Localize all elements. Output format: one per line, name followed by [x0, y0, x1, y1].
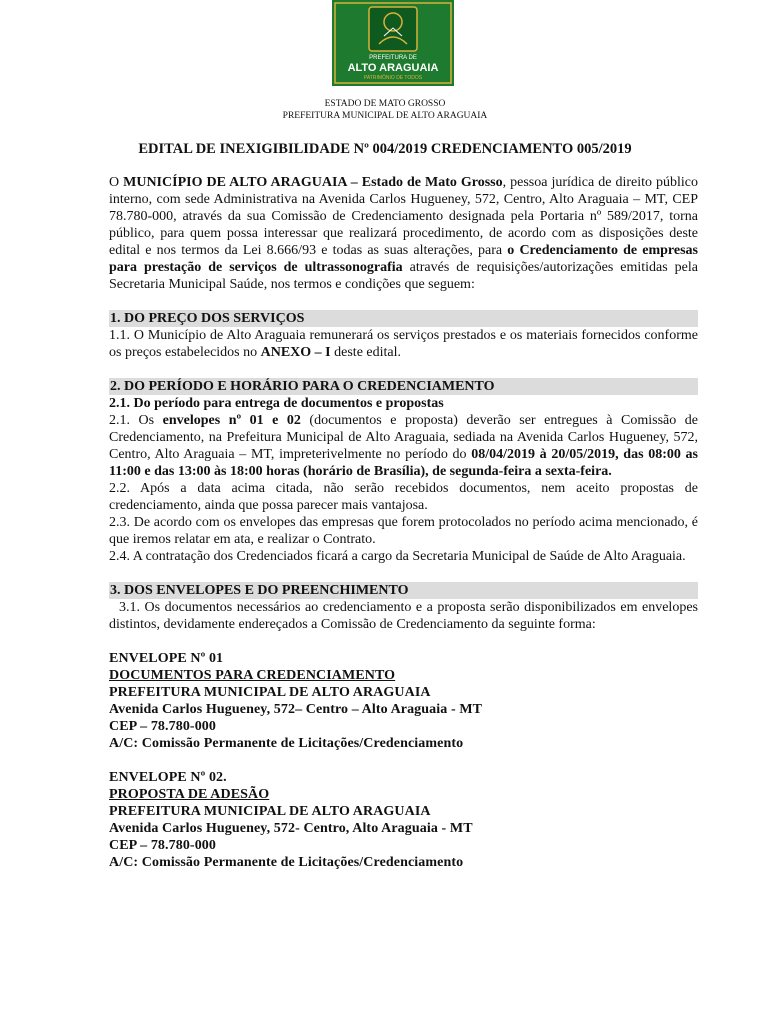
env2-line1: ENVELOPE Nº 02. — [109, 770, 227, 785]
s2-text-2: (documentos e proposta) deverão ser entregues à Comissão de Credenciamento, na Prefeitura Municipal de Alto Araguaia, sediada na Avenida Carlos Hugueney, 572, Centro, Alto Araguaia – MT, impreterivelmente no período do — [109, 413, 698, 462]
document-header — [0, 98, 770, 122]
env1-line1: ENVELOPE Nº 01 — [109, 651, 224, 666]
envelope-2-block — [109, 769, 698, 871]
section-2-1-paragraph — [109, 412, 698, 480]
section-1-heading: 1. DO PREÇO DOS SERVIÇOS — [109, 310, 698, 327]
intro-text-1: O — [109, 175, 124, 190]
env2-line2: PROPOSTA DE ADESÃO — [109, 787, 270, 802]
env1-line2: DOCUMENTOS PARA CREDENCIAMENTO — [109, 668, 396, 683]
intro-bold-2: o Credenciamento de empresas para prestação de serviços de ultrassonografia — [109, 243, 698, 275]
env2-line4: Avenida Carlos Hugueney, 572- Centro, Alto Araguaia - MT — [109, 821, 473, 836]
env2-line6: A/C: Comissão Permanente de Licitações/Credenciamento — [109, 855, 464, 870]
s2-text-1: 2.1. Os — [109, 413, 163, 428]
env2-line3: PREFEITURA MUNICIPAL DE ALTO ARAGUAIA — [109, 804, 431, 819]
section-3-1-paragraph: 3.1. Os documentos necessários ao credenciamento e a proposta serão disponibilizados em envelopes distintos, devidamente endereçados a Comissão de Credenciamento da seguinte forma: — [109, 600, 698, 632]
logo-line1: PREFEITURA DE — [369, 55, 417, 61]
env1-line5: CEP – 78.780-000 — [109, 719, 216, 734]
env1-line3: PREFEITURA MUNICIPAL DE ALTO ARAGUAIA — [109, 685, 431, 700]
section-3-heading: 3. DOS ENVELOPES E DO PREENCHIMENTO — [109, 582, 698, 599]
s2-bold-1: envelopes nº 01 e 02 — [162, 413, 301, 428]
header-prefecture: PREFEITURA MUNICIPAL DE ALTO ARAGUAIA — [282, 111, 488, 121]
intro-bold-1: MUNICÍPIO DE ALTO ARAGUAIA – Estado de Mato Grosso — [123, 175, 503, 190]
section-2-3-paragraph: 2.3. De acordo com os envelopes das empresas que forem protocolados no período acima mencionado, é que iremos relatar em ata, e realizar o Contrato. — [109, 515, 698, 547]
section-2-subheading: 2.1. Do período para entrega de documentos e propostas — [109, 396, 444, 411]
envelope-1-block — [109, 650, 698, 752]
coat-of-arms-icon — [332, 0, 454, 86]
env1-line4: Avenida Carlos Hugueney, 572– Centro – Alto Araguaia - MT — [109, 702, 483, 717]
s1-text-2: deste edital. — [330, 345, 402, 360]
section-1-paragraph — [109, 327, 698, 361]
header-state: ESTADO DE MATO GROSSO — [324, 99, 446, 109]
section-2-4-paragraph: 2.4. A contratação dos Credenciados ficará a cargo da Secretaria Municipal de Saúde de Alto Araguaia. — [109, 549, 686, 564]
env1-line6: A/C: Comissão Permanente de Licitações/Credenciamento — [109, 736, 464, 751]
s1-text-1: 1.1. O Município de Alto Araguaia remunerará os serviços prestados e os materiais fornecidos conforme os preços estabelecidos no — [109, 328, 698, 360]
env2-line5: CEP – 78.780-000 — [109, 838, 216, 853]
intro-text-3: através de requisições/autorizações emitidas pela Secretaria Municipal Saúde, nos termos e condições que seguem: — [109, 260, 698, 292]
intro-paragraph — [109, 174, 698, 293]
document-title: EDITAL DE INEXIGIBILIDADE Nº 004/2019 CREDENCIAMENTO 005/2019 — [138, 141, 632, 157]
s1-bold-1: ANEXO – I — [260, 345, 331, 360]
intro-text-2: , pessoa jurídica de direito público interno, com sede Administrativa na Avenida Carlos Hugueney, 572, Centro, Alto Araguaia – MT, CEP 78.780-000, através da sua Comissão de Credenciamento designada pela Portaria nº 589/2017, torna público, para quem possa interessar que realizará procedimento, de acordo com as disposições deste edital e nos termos da Lei 8.666/93 e todas as suas alterações, para — [109, 175, 698, 258]
prefeitura-logo — [332, 0, 454, 86]
logo-line2: ALTO ARAGUAIA — [347, 62, 439, 74]
document-body — [109, 174, 698, 871]
logo-line3: PATRIMÔNIO DE TODOS — [363, 75, 423, 81]
section-2-2-paragraph: 2.2. Após a data acima citada, não serão recebidos documentos, nem aceito propostas de credenciamento, ainda que possa parecer mais vantajosa. — [109, 481, 698, 513]
s2-bold-2: 08/04/2019 à 20/05/2019, das 08:00 as 11:00 e das 13:00 às 18:00 horas (horário de Brasília), de segunda-feira a sexta-feira. — [109, 447, 698, 479]
section-2-heading: 2. DO PERÍODO E HORÁRIO PARA O CREDENCIAMENTO — [109, 378, 698, 395]
